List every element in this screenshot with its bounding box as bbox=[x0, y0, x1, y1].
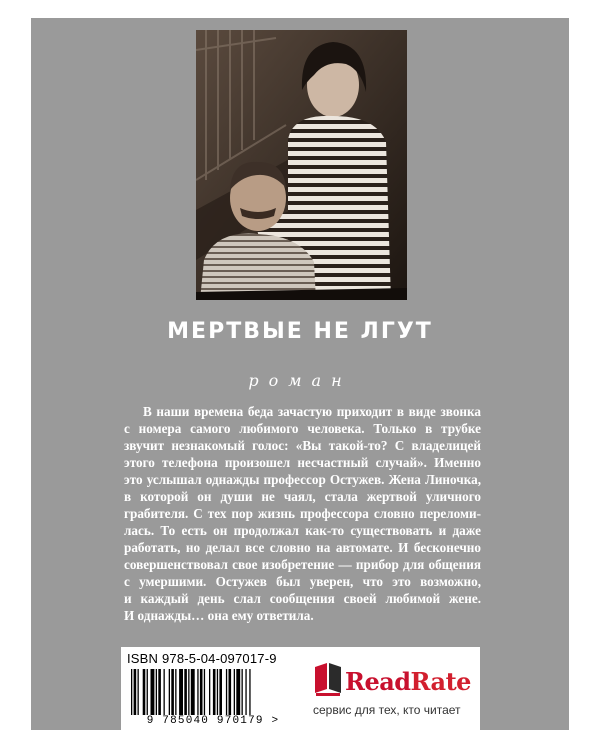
author-photo bbox=[196, 30, 407, 300]
barcode-bar bbox=[138, 669, 139, 715]
barcode-bar bbox=[219, 669, 222, 715]
annotation-line: в которой он души не чаял, стала жертвой уличного bbox=[124, 489, 481, 504]
barcode-bar bbox=[226, 669, 227, 715]
readrate-panel bbox=[305, 647, 480, 730]
barcode-bar bbox=[229, 669, 232, 715]
barcode-bar bbox=[242, 669, 243, 715]
barcode-bar bbox=[234, 669, 235, 715]
barcode-bar bbox=[249, 669, 250, 715]
book-annotation bbox=[124, 403, 481, 624]
barcode-panel bbox=[121, 647, 305, 730]
barcode-bar bbox=[169, 669, 170, 715]
readrate-tagline: сервис для тех, кто читает bbox=[313, 703, 461, 717]
barcode-bar bbox=[143, 669, 146, 715]
barcode-bar bbox=[209, 669, 210, 715]
barcode bbox=[131, 669, 295, 715]
barcode-bar bbox=[171, 669, 174, 715]
barcode-bar bbox=[197, 669, 198, 715]
barcode-bar bbox=[151, 669, 155, 715]
barcode-bar bbox=[131, 669, 132, 715]
barcode-bar bbox=[213, 669, 216, 715]
annotation-line: совершенствовал свое изобретение — прибор для общения bbox=[124, 557, 481, 572]
annotation-line: работать, но делал все словно на автомате. И бесконечно bbox=[124, 540, 481, 555]
book-title: МЕРТВЫЕ НЕ ЛГУТ bbox=[167, 319, 433, 344]
barcode-bar bbox=[236, 669, 240, 715]
book-genre: роман bbox=[248, 371, 352, 390]
barcode-bar bbox=[188, 669, 189, 715]
barcode-bar bbox=[204, 669, 205, 715]
annotation-line: И однажды… она ему ответила. bbox=[124, 608, 314, 623]
annotation-line: звучит незнакомый голос: «Вы такой-то? С владелицей bbox=[124, 438, 481, 453]
annotation-line: и каждый день слал сообщения своей любимой жене. bbox=[124, 591, 481, 606]
barcode-digits: 9 785040 970179 > bbox=[146, 715, 280, 727]
annotation-line: этого телефона произошел несчастный случай». Именно bbox=[124, 455, 481, 470]
barcode-bar bbox=[217, 669, 218, 715]
annotation-line: грабителя. С тех пор жизнь профессора словно переломи- bbox=[124, 506, 481, 521]
barcode-bar bbox=[134, 669, 137, 715]
readrate-book-icon bbox=[313, 659, 343, 699]
barcode-bar bbox=[184, 669, 187, 715]
readrate-logo bbox=[345, 667, 471, 696]
barcode-bar bbox=[175, 669, 176, 715]
annotation-line: лась. То есть он продолжал как-то существовать и даже bbox=[124, 523, 481, 538]
annotation-line: В наши времена беда зачастую приходит в виде звонка bbox=[143, 404, 481, 419]
readrate-read: Read bbox=[345, 667, 411, 696]
barcode-bar bbox=[200, 669, 203, 715]
annotation-line: с умершими. Остужев был уверен, что это возможно, bbox=[124, 574, 481, 589]
barcode-bar bbox=[179, 669, 183, 715]
barcode-bar bbox=[164, 669, 165, 715]
barcode-bar bbox=[191, 669, 195, 715]
barcode-bar bbox=[245, 669, 246, 715]
annotation-line: это услышал однажды профессор Остужев. Жена Линочка, bbox=[124, 472, 481, 487]
barcode-bar bbox=[147, 669, 148, 715]
barcode-bar bbox=[158, 669, 161, 715]
isbn-label: ISBN 978-5-04-097017-9 bbox=[127, 651, 277, 666]
barcode-bar bbox=[156, 669, 157, 715]
annotation-line: с номера самого любимого человека. Только в трубке bbox=[124, 421, 481, 436]
readrate-rate: Rate bbox=[410, 667, 471, 696]
